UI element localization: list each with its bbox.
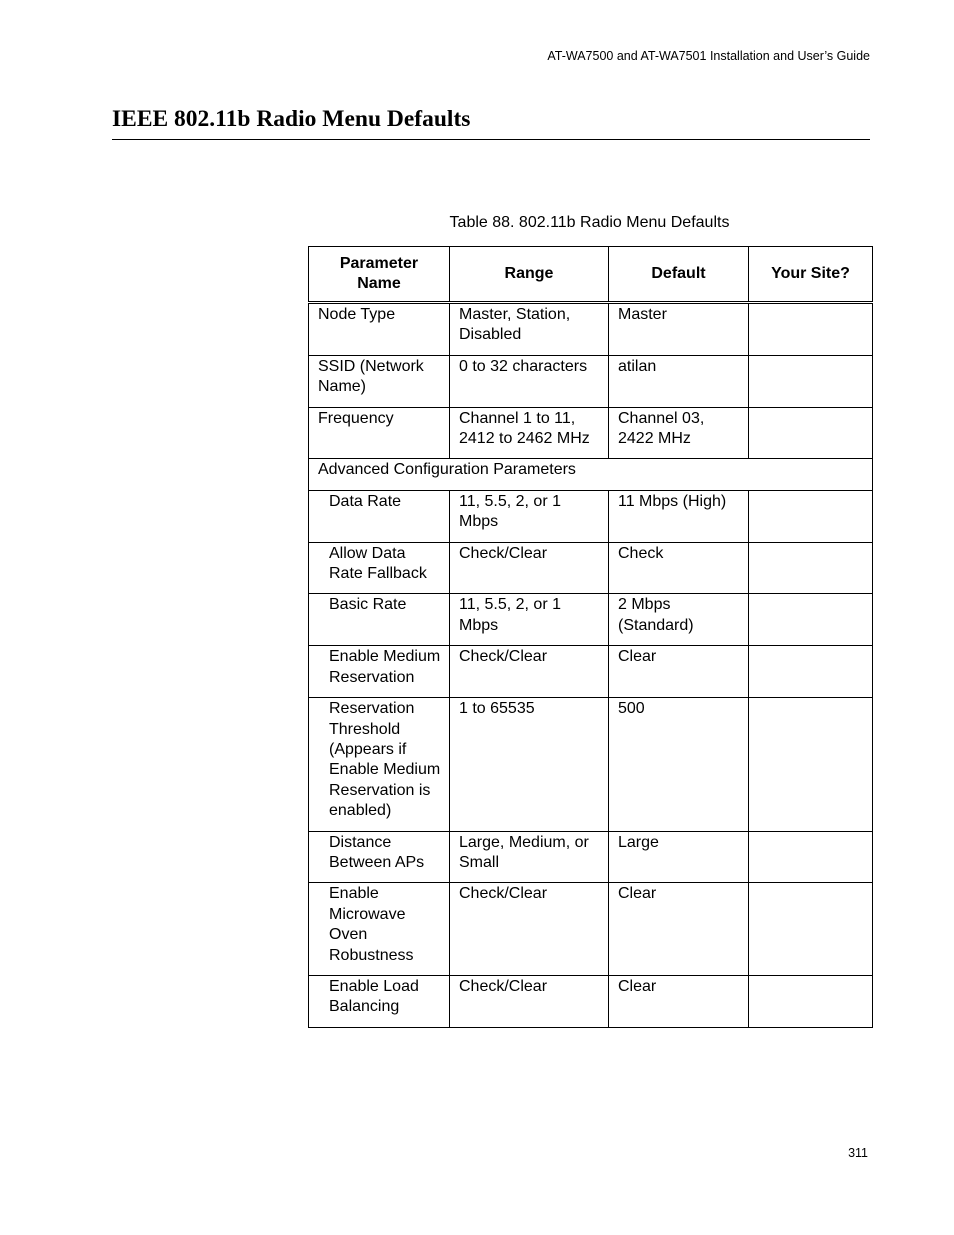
table-header-row: [309, 247, 873, 303]
section-title: IEEE 802.11b Radio Menu Defaults: [112, 106, 471, 132]
cell-range: Check/Clear: [450, 975, 609, 1027]
cell-parameter: Enable Medium Reservation: [309, 646, 450, 698]
cell-range: Large, Medium, or Small: [450, 831, 609, 883]
cell-default: Clear: [609, 975, 749, 1027]
cell-range: Check/Clear: [450, 646, 609, 698]
cell-parameter: Frequency: [309, 407, 450, 459]
table-row: [309, 883, 873, 976]
table-row: [309, 542, 873, 594]
cell-your-site: [749, 698, 873, 831]
column-header-range: Range: [450, 247, 609, 303]
cell-parameter: Basic Rate: [309, 594, 450, 646]
cell-your-site: [749, 646, 873, 698]
cell-parameter: Node Type: [309, 303, 450, 356]
cell-your-site: [749, 542, 873, 594]
cell-your-site: [749, 490, 873, 542]
column-header-default: Default: [609, 247, 749, 303]
cell-parameter: Data Rate: [309, 490, 450, 542]
table-row: [309, 303, 873, 356]
table-row: [309, 646, 873, 698]
column-header-your-site: Your Site?: [749, 247, 873, 303]
table-row: [309, 698, 873, 831]
cell-parameter: SSID (Network Name): [309, 355, 450, 407]
table-row: [309, 490, 873, 542]
cell-your-site: [749, 975, 873, 1027]
cell-default: Clear: [609, 883, 749, 976]
cell-range: 11, 5.5, 2, or 1 Mbps: [450, 490, 609, 542]
cell-your-site: [749, 407, 873, 459]
cell-parameter: Allow Data Rate Fallback: [309, 542, 450, 594]
table-row: [309, 831, 873, 883]
cell-default: Large: [609, 831, 749, 883]
cell-range: Check/Clear: [450, 542, 609, 594]
cell-default: Clear: [609, 646, 749, 698]
page-number: 311: [848, 1146, 868, 1160]
cell-parameter: Reservation Threshold (Appears if Enable Medium Reservation is enabled): [309, 698, 450, 831]
cell-your-site: [749, 303, 873, 356]
cell-range: Channel 1 to 11, 2412 to 2462 MHz: [450, 407, 609, 459]
cell-default: 2 Mbps (Standard): [609, 594, 749, 646]
title-rule: [112, 139, 870, 140]
cell-parameter: Enable Load Balancing: [309, 975, 450, 1027]
cell-range: 1 to 65535: [450, 698, 609, 831]
cell-your-site: [749, 355, 873, 407]
cell-range: Check/Clear: [450, 883, 609, 976]
table-caption: Table 88. 802.11b Radio Menu Defaults: [449, 214, 730, 231]
cell-range: 0 to 32 characters: [450, 355, 609, 407]
cell-range: 11, 5.5, 2, or 1 Mbps: [450, 594, 609, 646]
group-label-advanced: Advanced Configuration Parameters: [309, 459, 873, 490]
cell-your-site: [749, 831, 873, 883]
cell-parameter: Enable Microwave Oven Robustness: [309, 883, 450, 976]
cell-default: Channel 03, 2422 MHz: [609, 407, 749, 459]
table-row: [309, 407, 873, 459]
cell-default: 500: [609, 698, 749, 831]
column-header-parameter-name: Parameter Name: [309, 247, 450, 303]
cell-default: Master: [609, 303, 749, 356]
cell-default: atilan: [609, 355, 749, 407]
cell-your-site: [749, 594, 873, 646]
radio-defaults-table: [308, 246, 873, 1028]
cell-default: 11 Mbps (High): [609, 490, 749, 542]
cell-default: Check: [609, 542, 749, 594]
cell-your-site: [749, 883, 873, 976]
table-group-row: [309, 459, 873, 490]
cell-range: Master, Station, Disabled: [450, 303, 609, 356]
cell-parameter: Distance Between APs: [309, 831, 450, 883]
table-row: [309, 975, 873, 1027]
running-header: AT-WA7500 and AT-WA7501 Installation and User’s Guide: [547, 49, 870, 63]
table-row: [309, 355, 873, 407]
table-row: [309, 594, 873, 646]
